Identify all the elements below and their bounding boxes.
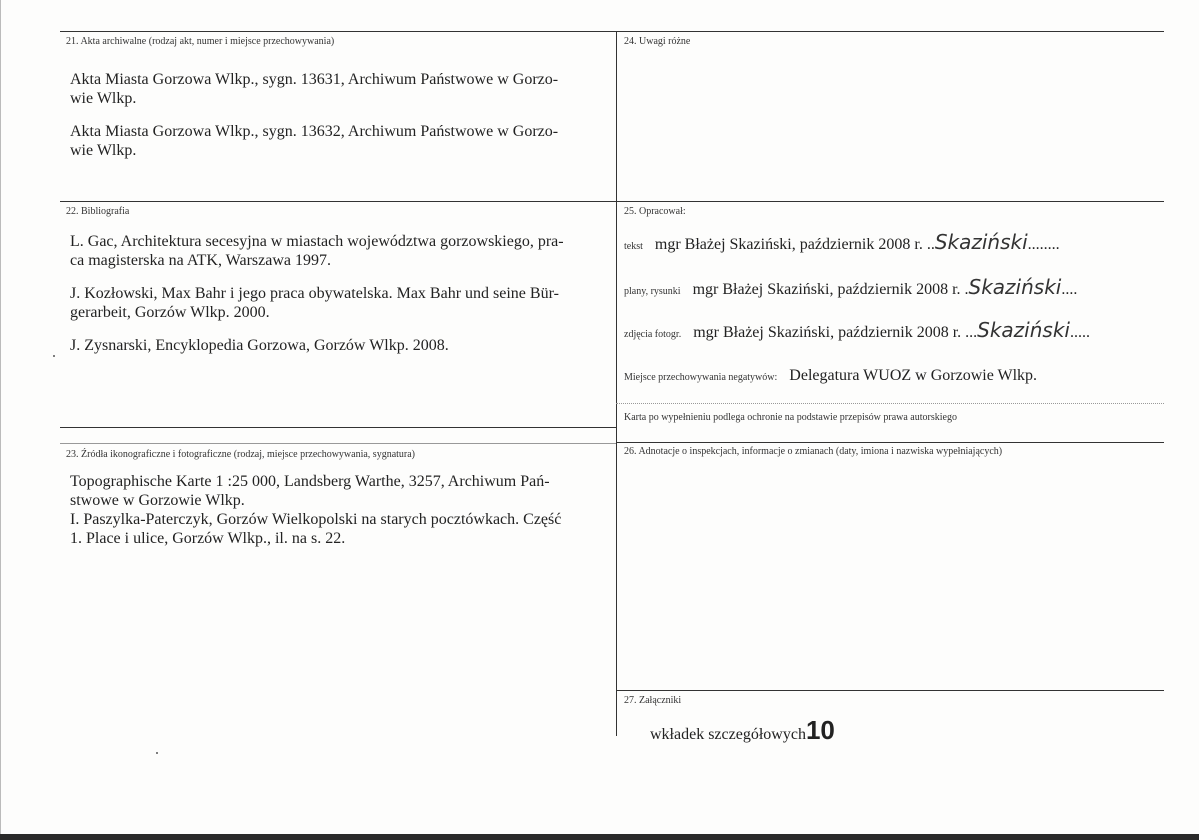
attachments-text: wkładek szczegółowych [650, 726, 806, 743]
bibliography-line: J. Zysnarski, Encyklopedia Gorzowa, Gorzów Wlkp. 2008. [70, 337, 449, 354]
author-row-text [624, 230, 1060, 254]
rule-25-26 [616, 442, 1164, 443]
author-row-dots: ..... [1069, 324, 1090, 341]
section-26-label: 26. Adnotacje o inspekcjach, informacje o zmianach (daty, imiona i nazwiska wypełniających) [624, 446, 1003, 457]
attachments-row [650, 715, 835, 746]
rule-21-22 [60, 201, 1164, 202]
section-25-label: 25. Opracował: [624, 206, 686, 217]
author-row-kind: zdjęcia fotogr. [624, 329, 682, 340]
author-row-kind: plany, rysunki [624, 286, 681, 297]
bibliography-line: gerarbeit, Gorzów Wlkp. 2000. [70, 304, 270, 321]
rule-22-23 [60, 427, 616, 428]
section-24-label: 24. Uwagi różne [624, 36, 691, 47]
stray-mark [53, 355, 55, 357]
author-row-text-value: mgr Błażej Skaziński, październik 2008 r. .. [654, 236, 935, 253]
top-rule [60, 31, 1164, 32]
archive-entry-line: wie Wlkp. [70, 142, 137, 159]
section-21-entries [70, 70, 610, 160]
author-row-photos [624, 318, 1090, 342]
archive-entry-line: Akta Miasta Gorzowa Wlkp., sygn. 13631, Archiwum Państwowe w Gorzo- [70, 71, 559, 88]
bibliography-line: J. Kozłowski, Max Bahr i jego praca obywatelska. Max Bahr und seine Bür- [70, 285, 559, 302]
section-21-label: 21. Akta archiwalne (rodzaj akt, numer i miejsce przechowywania) [66, 36, 335, 47]
rule-23-left-bottom [60, 443, 616, 444]
iconographic-source-line: stwowe w Gorzowie Wlkp. [70, 492, 245, 509]
negatives-storage-value: Delegatura WUOZ w Gorzowie Wlkp. [789, 367, 1038, 384]
negatives-storage-label: Miejsce przechowywania negatywów: [624, 372, 778, 383]
section-22-label: 22. Bibliografia [66, 206, 130, 217]
scan-edge-left [0, 0, 1, 840]
author-row-dots: .... [1061, 281, 1078, 298]
section-22-entries [70, 232, 610, 355]
iconographic-source-line: Topographische Karte 1 :25 000, Landsberg Warthe, 3257, Archiwum Pań- [70, 473, 550, 490]
section-23-label: 23. Źródła ikonograficzne i fotograficzne (rodzaj, miejsce przechowywania, sygnatura) [66, 449, 416, 460]
author-row-dots: ........ [1027, 236, 1060, 253]
attachments-count: 10 [805, 715, 835, 745]
archive-entry-line: Akta Miasta Gorzowa Wlkp., sygn. 13632, Archiwum Państwowe w Gorzo- [70, 123, 559, 140]
archive-entry-line: wie Wlkp. [70, 90, 137, 107]
author-row-text-value: mgr Błażej Skaziński, październik 2008 r. . [692, 281, 969, 298]
section-23-entries [70, 472, 615, 548]
iconographic-source-line: I. Paszylka-Paterczyk, Gorzów Wielkopolski na starych pocztówkach. Część [70, 511, 562, 528]
bibliography-line: ca magisterska na ATK, Warszawa 1997. [70, 252, 331, 269]
author-row-kind: tekst [624, 241, 643, 252]
column-divider [616, 31, 617, 736]
copyright-note: Karta po wypełnieniu podlega ochronie na podstawie przepisów prawa autorskiego [624, 412, 957, 423]
rule-26-27 [616, 690, 1164, 691]
rule-25-copyright [616, 403, 1164, 404]
author-row-drawings [624, 275, 1077, 299]
section-27-label: 27. Załączniki [624, 695, 682, 706]
bibliography-line: L. Gac, Architektura secesyjna w miastach województwa gorzowskiego, pra- [70, 233, 564, 250]
stray-mark [156, 752, 158, 754]
handwritten-signature: Skaziński [977, 318, 1070, 342]
handwritten-signature: Skaziński [968, 275, 1062, 299]
author-row-text-value: mgr Błażej Skaziński, październik 2008 r. ... [693, 324, 978, 341]
handwritten-signature: Skaziński [934, 230, 1028, 254]
iconographic-source-line: 1. Place i ulice, Gorzów Wlkp., il. na s. 22. [70, 530, 346, 547]
scan-edge-bottom [0, 834, 1199, 840]
negatives-storage-row [624, 367, 1037, 385]
